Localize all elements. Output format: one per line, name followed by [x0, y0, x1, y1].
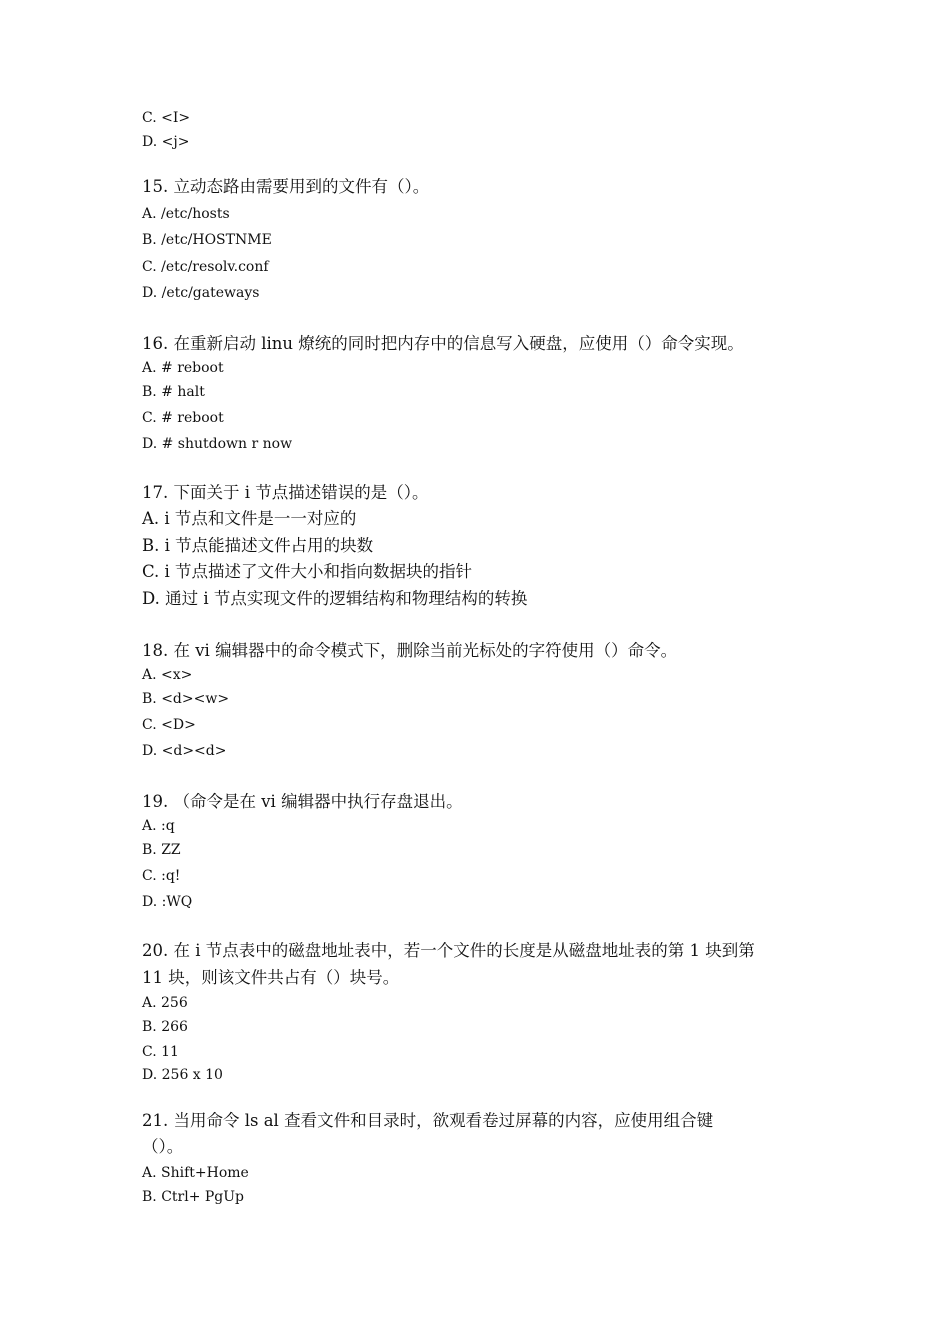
option-line: B. <d><w>	[142, 691, 230, 707]
option-line: A. :q	[142, 818, 175, 834]
option-line: A. # reboot	[142, 360, 224, 376]
option-line: D. 通过 i 节点实现文件的逻辑结构和物理结构的转换	[142, 589, 528, 608]
option-line: A. /etc/hosts	[142, 206, 230, 222]
question-text: 15. 立动态路由需要用到的文件有（）。	[142, 177, 430, 196]
option-line: B. Ctrl+ PgUp	[142, 1189, 245, 1205]
option-line: D. 256 x 10	[142, 1067, 223, 1083]
option-line: B. # halt	[142, 384, 205, 400]
question-text-continued: （）。	[142, 1137, 184, 1156]
option-line: C. /etc/resolv.conf	[142, 259, 269, 275]
question-text: 21. 当用命令 ls al 查看文件和目录时，欲观看卷过屏幕的内容，应使用组合键	[142, 1111, 714, 1130]
option-line: C. :q!	[142, 868, 181, 884]
question-text: 18. 在 vi 编辑器中的命令模式下，删除当前光标处的字符使用（）命令。	[142, 641, 678, 660]
option-line: C. <I>	[142, 110, 191, 126]
option-line: A. Shift+Home	[142, 1165, 249, 1181]
option-line: D. :WQ	[142, 894, 193, 910]
option-line: B. /etc/HOSTNME	[142, 232, 272, 248]
question-text: 20. 在 i 节点表中的磁盘地址表中，若一个文件的长度是从磁盘地址表的第 1 块到第	[142, 941, 755, 960]
option-line: C. i 节点描述了文件大小和指向数据块的指针	[142, 562, 473, 581]
question-text-continued: 11 块，则该文件共占有（）块号。	[142, 968, 400, 987]
option-line: D. /etc/gateways	[142, 285, 260, 301]
option-line: B. 266	[142, 1019, 188, 1035]
option-line: A. <x>	[142, 667, 193, 683]
option-line: C. 11	[142, 1044, 179, 1060]
option-line: D. <j>	[142, 134, 190, 150]
option-line: A. 256	[142, 995, 188, 1011]
question-text: 19. （命令是在 vi 编辑器中执行存盘退出。	[142, 792, 463, 811]
option-line: D. <d><d>	[142, 743, 227, 759]
question-text: 17. 下面关于 i 节点描述错误的是（）。	[142, 483, 429, 502]
option-line: C. # reboot	[142, 410, 224, 426]
option-line: A. i 节点和文件是一一对应的	[142, 509, 357, 528]
option-line: C. <D>	[142, 717, 196, 733]
option-line: B. ZZ	[142, 842, 181, 858]
question-text: 16. 在重新启动 linu 燎统的同时把内存中的信息写入硬盘，应使用（）命令实现。	[142, 334, 744, 353]
option-line: B. i 节点能描述文件占用的块数	[142, 536, 374, 555]
option-line: D. # shutdown r now	[142, 436, 293, 452]
